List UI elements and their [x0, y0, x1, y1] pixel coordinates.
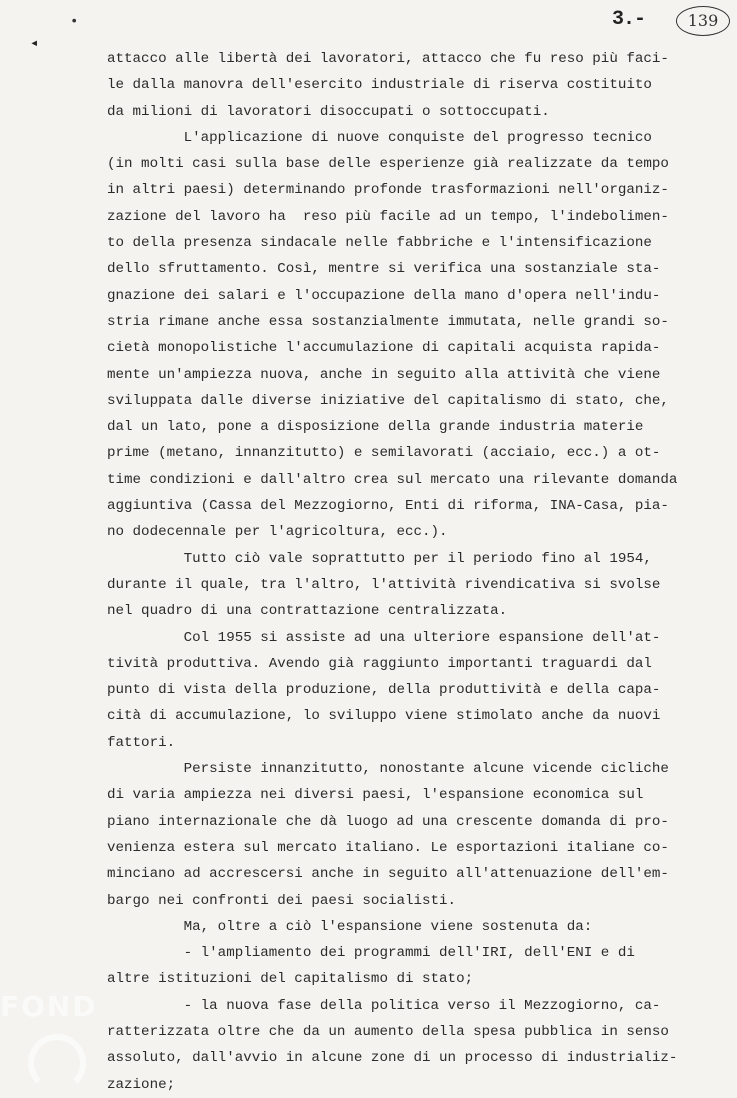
text-line: venienza estera sul mercato italiano. Le esportazioni italiane co- [107, 839, 669, 856]
text-line: - la nuova fase della politica verso il Mezzogiorno, ca- [107, 997, 661, 1014]
text-line: mente un'ampiezza nuova, anche in seguito alla attività che viene [107, 366, 661, 383]
text-line: Persiste innanzitutto, nonostante alcune vicende cicliche [107, 761, 669, 778]
text-line: durante il quale, tra l'altro, l'attività rivendicativa si svolse [107, 576, 661, 593]
text-line: bargo nei confronti dei paesi socialisti. [107, 892, 457, 909]
text-line: fattori. [107, 734, 176, 751]
text-line: zazione del lavoro ha reso più facile ad un tempo, l'indebolimen- [107, 208, 669, 225]
text-line: assoluto, dall'avvio in alcune zone di un processo di industrializ- [107, 1050, 678, 1067]
margin-arrow-mark: ◂ [30, 36, 39, 52]
text-line: piano internazionale che dà luogo ad una crescente domanda di pro- [107, 813, 669, 830]
typed-body-text [107, 46, 702, 1098]
text-line: dal un lato, pone a disposizione della grande industria materie [107, 419, 644, 436]
text-line: dello sfruttamento. Così, mentre si verifica una sostanziale sta- [107, 261, 661, 278]
text-line: gnazione dei salari e l'occupazione della mano d'opera nell'indu- [107, 287, 661, 304]
text-line: Col 1955 si assiste ad una ulteriore espansione dell'at- [107, 629, 661, 646]
text-line: to della presenza sindacale nelle fabbriche e l'intensificazione [107, 235, 652, 252]
watermark-logo-icon [28, 1034, 86, 1092]
text-line: prime (metano, innanzitutto) e semilavorati (acciaio, ecc.) a ot- [107, 445, 661, 462]
text-line: (in molti casi sulla base delle esperienze già realizzate da tempo [107, 156, 669, 173]
text-line: nel quadro di una contrattazione centralizzata. [107, 603, 508, 620]
text-line: zazione; [107, 1076, 176, 1093]
text-line: cietà monopolistiche l'accumulazione di capitali acquista rapida- [107, 340, 661, 357]
text-line: da milioni di lavoratori disoccupati o sottoccupati. [107, 103, 550, 120]
text-line: ratterizzata oltre che da un aumento della spesa pubblica in senso [107, 1023, 669, 1040]
text-line: Tutto ciò vale soprattutto per il periodo fino al 1954, [107, 550, 652, 567]
typed-page-number: 3.- [612, 8, 646, 31]
text-line: L'applicazione di nuove conquiste del progresso tecnico [107, 129, 652, 146]
text-line: cità di accumulazione, lo sviluppo viene stimolato anche da nuovi [107, 708, 661, 725]
text-line: punto di vista della produzione, della produttività e della capa- [107, 682, 661, 699]
text-line: - l'ampliamento dei programmi dell'IRI, dell'ENI e di [107, 945, 635, 962]
archive-watermark: FOND [0, 990, 98, 1023]
text-line: tività produttiva. Avendo già raggiunto importanti traguardi dal [107, 655, 652, 672]
text-line: le dalla manovra dell'esercito industriale di riserva costituito [107, 77, 652, 94]
handwritten-page-number: 139 [676, 6, 730, 36]
text-line: in altri paesi) determinando profonde trasformazioni nell'organiz- [107, 182, 669, 199]
text-line: stria rimane anche essa sostanzialmente immutata, nelle grandi so- [107, 313, 669, 330]
text-line: sviluppata dalle diverse iniziative del capitalismo di stato, che, [107, 392, 669, 409]
text-line: no dodecennale per l'agricoltura, ecc.). [107, 524, 448, 541]
text-line: attacco alle libertà dei lavoratori, attacco che fu reso più faci- [107, 51, 669, 67]
text-line: Ma, oltre a ciò l'espansione viene sostenuta da: [107, 918, 593, 935]
text-line: minciano ad accrescersi anche in seguito all'attenuazione dell'em- [107, 866, 669, 883]
text-line: time condizioni e dall'altro crea sul mercato una rilevante domanda [107, 471, 678, 488]
stray-dot-mark: • [70, 14, 79, 30]
text-line: altre istituzioni del capitalismo di stato; [107, 971, 474, 988]
text-line: aggiuntiva (Cassa del Mezzogiorno, Enti di riforma, INA-Casa, pia- [107, 498, 669, 515]
text-line: di varia ampiezza nei diversi paesi, l'espansione economica sul [107, 787, 644, 804]
